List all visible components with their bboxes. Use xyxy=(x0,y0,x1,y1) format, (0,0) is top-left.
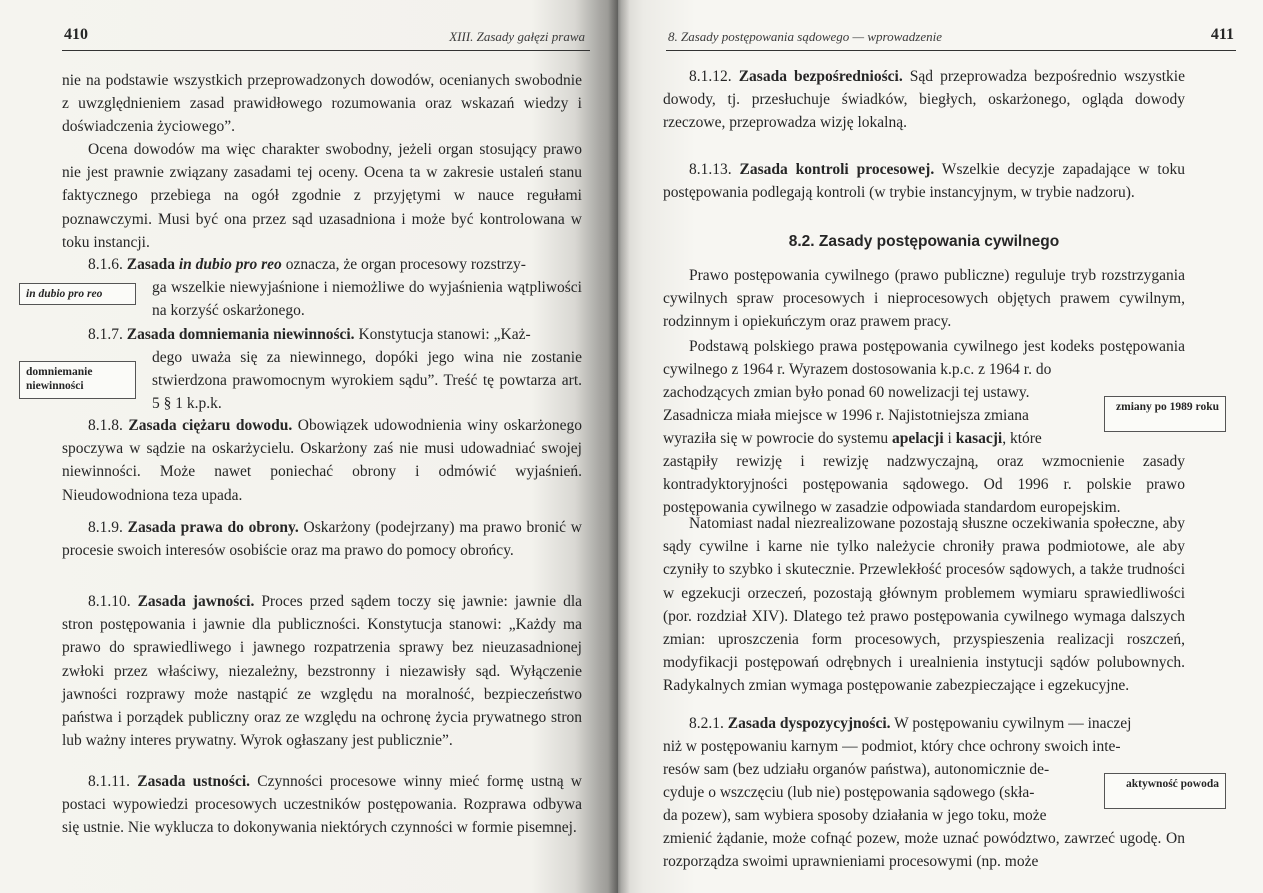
section-8-1-13: 8.1.13. Zasada kontroli procesowej. Wszelkie decyzje zapadające w toku postępowania podlegają kontroli (w trybie instancyjnym, w trybie nadzoru). xyxy=(663,161,1185,202)
paragraph-kpc-line4: Zasadnicza miała miejsce w 1996 r. Najistotniejsza zmiana xyxy=(663,407,1029,424)
running-title-left: XIII. Zasady gałęzi prawa xyxy=(449,29,585,44)
section-8-1-8: 8.1.8. Zasada ciężaru dowodu. Obowiązek udowodnienia winy oskarżonego spoczywa w sądzie na oskarżycielu. Oskarżony zaś nie musi udowadniać swojej niewinności. Może nawet poniechać obrony i odmówić wyjaśnień. Nieudowodniona teza upada. xyxy=(62,417,583,504)
section-8-1-7-body: dego uważa się za niewinnego, dopóki jego wina nie zostanie stwierdzona prawomocnym wyrokiem sądu”. Treść tę powtarza art. 5 § 1 k.p.k. xyxy=(152,349,582,413)
paragraph-natomiast: Natomiast nadal niezrealizowane pozostają słuszne oczekiwania społeczne, aby sądy cywilne i karne nie tylko należycie chroniły prawa podmiotowe, ale aby czyniły to szybko i skutecznie. Przewlekłość procesów sądowych, a także trudności w egzekucji orzeczeń, pozostają głównym problemem wymiaru sprawiedliwości (por. rozdział XIV). Dlatego też prawo postępowania cywilnego wymaga dalszych zmian: uproszczenia form procesowych, przyspieszenia realizacji roszczeń, modyfikacji postępowań odrębnych i urealnienia instytucji sądów polubownych. Radykalnych zmian wymaga postępowanie zabezpieczające i egzekucyjne. xyxy=(663,515,1185,695)
paragraph-intro: Prawo postępowania cywilnego (prawo publiczne) reguluje tryb rozstrzygania cywilnych spraw procesowych i nieprocesowych objętych prawem cywilnym, rodzinnym i opiekuńczym oraz prawem pracy. xyxy=(663,267,1185,331)
page-number-right: 411 xyxy=(1210,26,1234,43)
header-rule-right xyxy=(666,50,1236,51)
section-8-2-1-line2: niż w postępowaniu karnym — podmiot, który chce ochrony swoich inte- xyxy=(663,738,1121,755)
section-8-2-1-line1: 8.2.1. Zasada dyspozycyjności. W postępowaniu cywilnym — inaczej xyxy=(689,715,1132,732)
paragraph-kpc-line5: wyraziła się w powrocie do systemu apelacji i kasacji, które xyxy=(663,430,1042,447)
margin-note-domniemanie: domniemanie niewinności xyxy=(19,361,136,399)
paragraph-kpc-rest: zastąpiły rewizję i rewizję nadzwyczajną, oraz wzmocnienie zasady kontradyktoryjności postępowania sądowego. Od 1996 r. polskie prawo postępowania cywilnego w zasadzie odpowiada standardom europejskim. xyxy=(663,453,1185,517)
section-8-1-11: 8.1.11. Zasada ustności. Czynności procesowe winny mieć formę ustną w postaci wypowiedzi procesowych uczestników postępowania. Rozprawa odbywa się ustnie. Nie wyklucza to dokonywania niektórych czynności w formie pisemnej. xyxy=(62,773,582,837)
page-number-left: 410 xyxy=(64,26,88,43)
running-title-right: 8. Zasady postępowania sądowego — wprowadzenie xyxy=(668,29,942,44)
section-8-1-6-body: ga wszelkie niewyjaśnione i niemożliwe do wyjaśnienia wątpliwości na korzyść oskarżonego. xyxy=(152,279,582,320)
right-page xyxy=(618,0,1263,893)
margin-note-zmiany: zmiany po 1989 roku xyxy=(1104,396,1226,432)
section-8-2-1-line5: da pozew), sam wybiera sposoby działania w jego toku, może xyxy=(663,807,1047,824)
paragraph-ocena: Ocena dowodów ma więc charakter swobodny, jeżeli organ stosujący prawo nie jest prawnie związany zasadami tej oceny. Ocena ta w zakresie ustaleń stanu faktycznego przebiega na ogół zgodnie z przyjętymi w nauce regułami poznawczymi. Musi być ona przez sąd uzasadniona i może być kontrolowana w toku instancji. xyxy=(62,141,582,251)
margin-note-aktywnosc: aktywność powoda xyxy=(1104,773,1226,809)
margin-note-in-dubio: in dubio pro reo xyxy=(19,283,136,305)
paragraph-kpc-line3: zachodzących zmian było ponad 60 nowelizacji tej ustawy. xyxy=(663,384,1030,401)
section-8-1-10: 8.1.10. Zasada jawności. Proces przed sądem toczy się jawnie: jawnie dla stron postępowania i jawnie dla publiczności. Konstytucja stanowi: „Każdy ma prawo do sprawiedliwego i jawnego rozpatrzenia sprawy bez nieuzasadnionej zwłoki przez właściwy, niezależny, bezstronny i niezawisły sąd. Wyłączenie jawności rozprawy może nastąpić ze względu na moralność, bezpieczeństwo państwa i porządek publiczny oraz ze względu na ochronę życia prywatnego stron lub ważny interes prywatny. Wyrok ogłaszany jest publicznie”. xyxy=(62,593,583,750)
section-8-1-12: 8.1.12. Zasada bezpośredniości. Sąd przeprowadza bezpośrednio wszystkie dowody, tj. przesłuchuje świadków, biegłych, oskarżonego, ogląda dowody rzeczowe, przeprowadza wizję lokalną. xyxy=(663,68,1185,132)
section-8-1-6-heading: 8.1.6. Zasada in dubio pro reo oznacza, że organ procesowy rozstrzy- xyxy=(88,256,526,273)
section-8-1-9: 8.1.9. Zasada prawa do obrony. Oskarżony (podejrzany) ma prawo bronić w procesie swoich interesów osobiście oraz ma prawo do pomocy obrońcy. xyxy=(62,519,582,560)
header-rule-left xyxy=(62,50,590,51)
section-8-2-1-rest: zmienić żądanie, może cofnąć pozew, może uznać powództwo, zawrzeć ugodę. On rozporządza swoimi uprawnieniami procesowymi (np. może xyxy=(663,830,1185,871)
paragraph-continued: nie na podstawie wszystkich przeprowadzonych dowodów, ocenianych swobodnie z uwzględnieniem zasad prawidłowego rozumowania oraz wskazań wiedzy i doświadczenia życiowego”. xyxy=(62,72,582,136)
left-page xyxy=(0,0,618,893)
paragraph-kpc-start: Podstawą polskiego prawa postępowania cywilnego jest kodeks postępowania cywilnego z 1964 r. Wyrazem dostosowania k.p.c. z 1964 r. do xyxy=(663,338,1185,379)
section-8-1-7-heading: 8.1.7. Zasada domniemania niewinności. Konstytucja stanowi: „Każ- xyxy=(88,326,531,343)
section-8-2-1-line3: resów sam (bez udziału organów państwa), autonomicznie de- xyxy=(663,761,1050,778)
book-gutter-shadow xyxy=(608,0,630,893)
section-title-8-2: 8.2. Zasady postępowania cywilnego xyxy=(788,233,1060,250)
section-8-2-1-line4: cyduje o wszczęciu (lub nie) postępowania sądowego (skła- xyxy=(663,784,1035,801)
